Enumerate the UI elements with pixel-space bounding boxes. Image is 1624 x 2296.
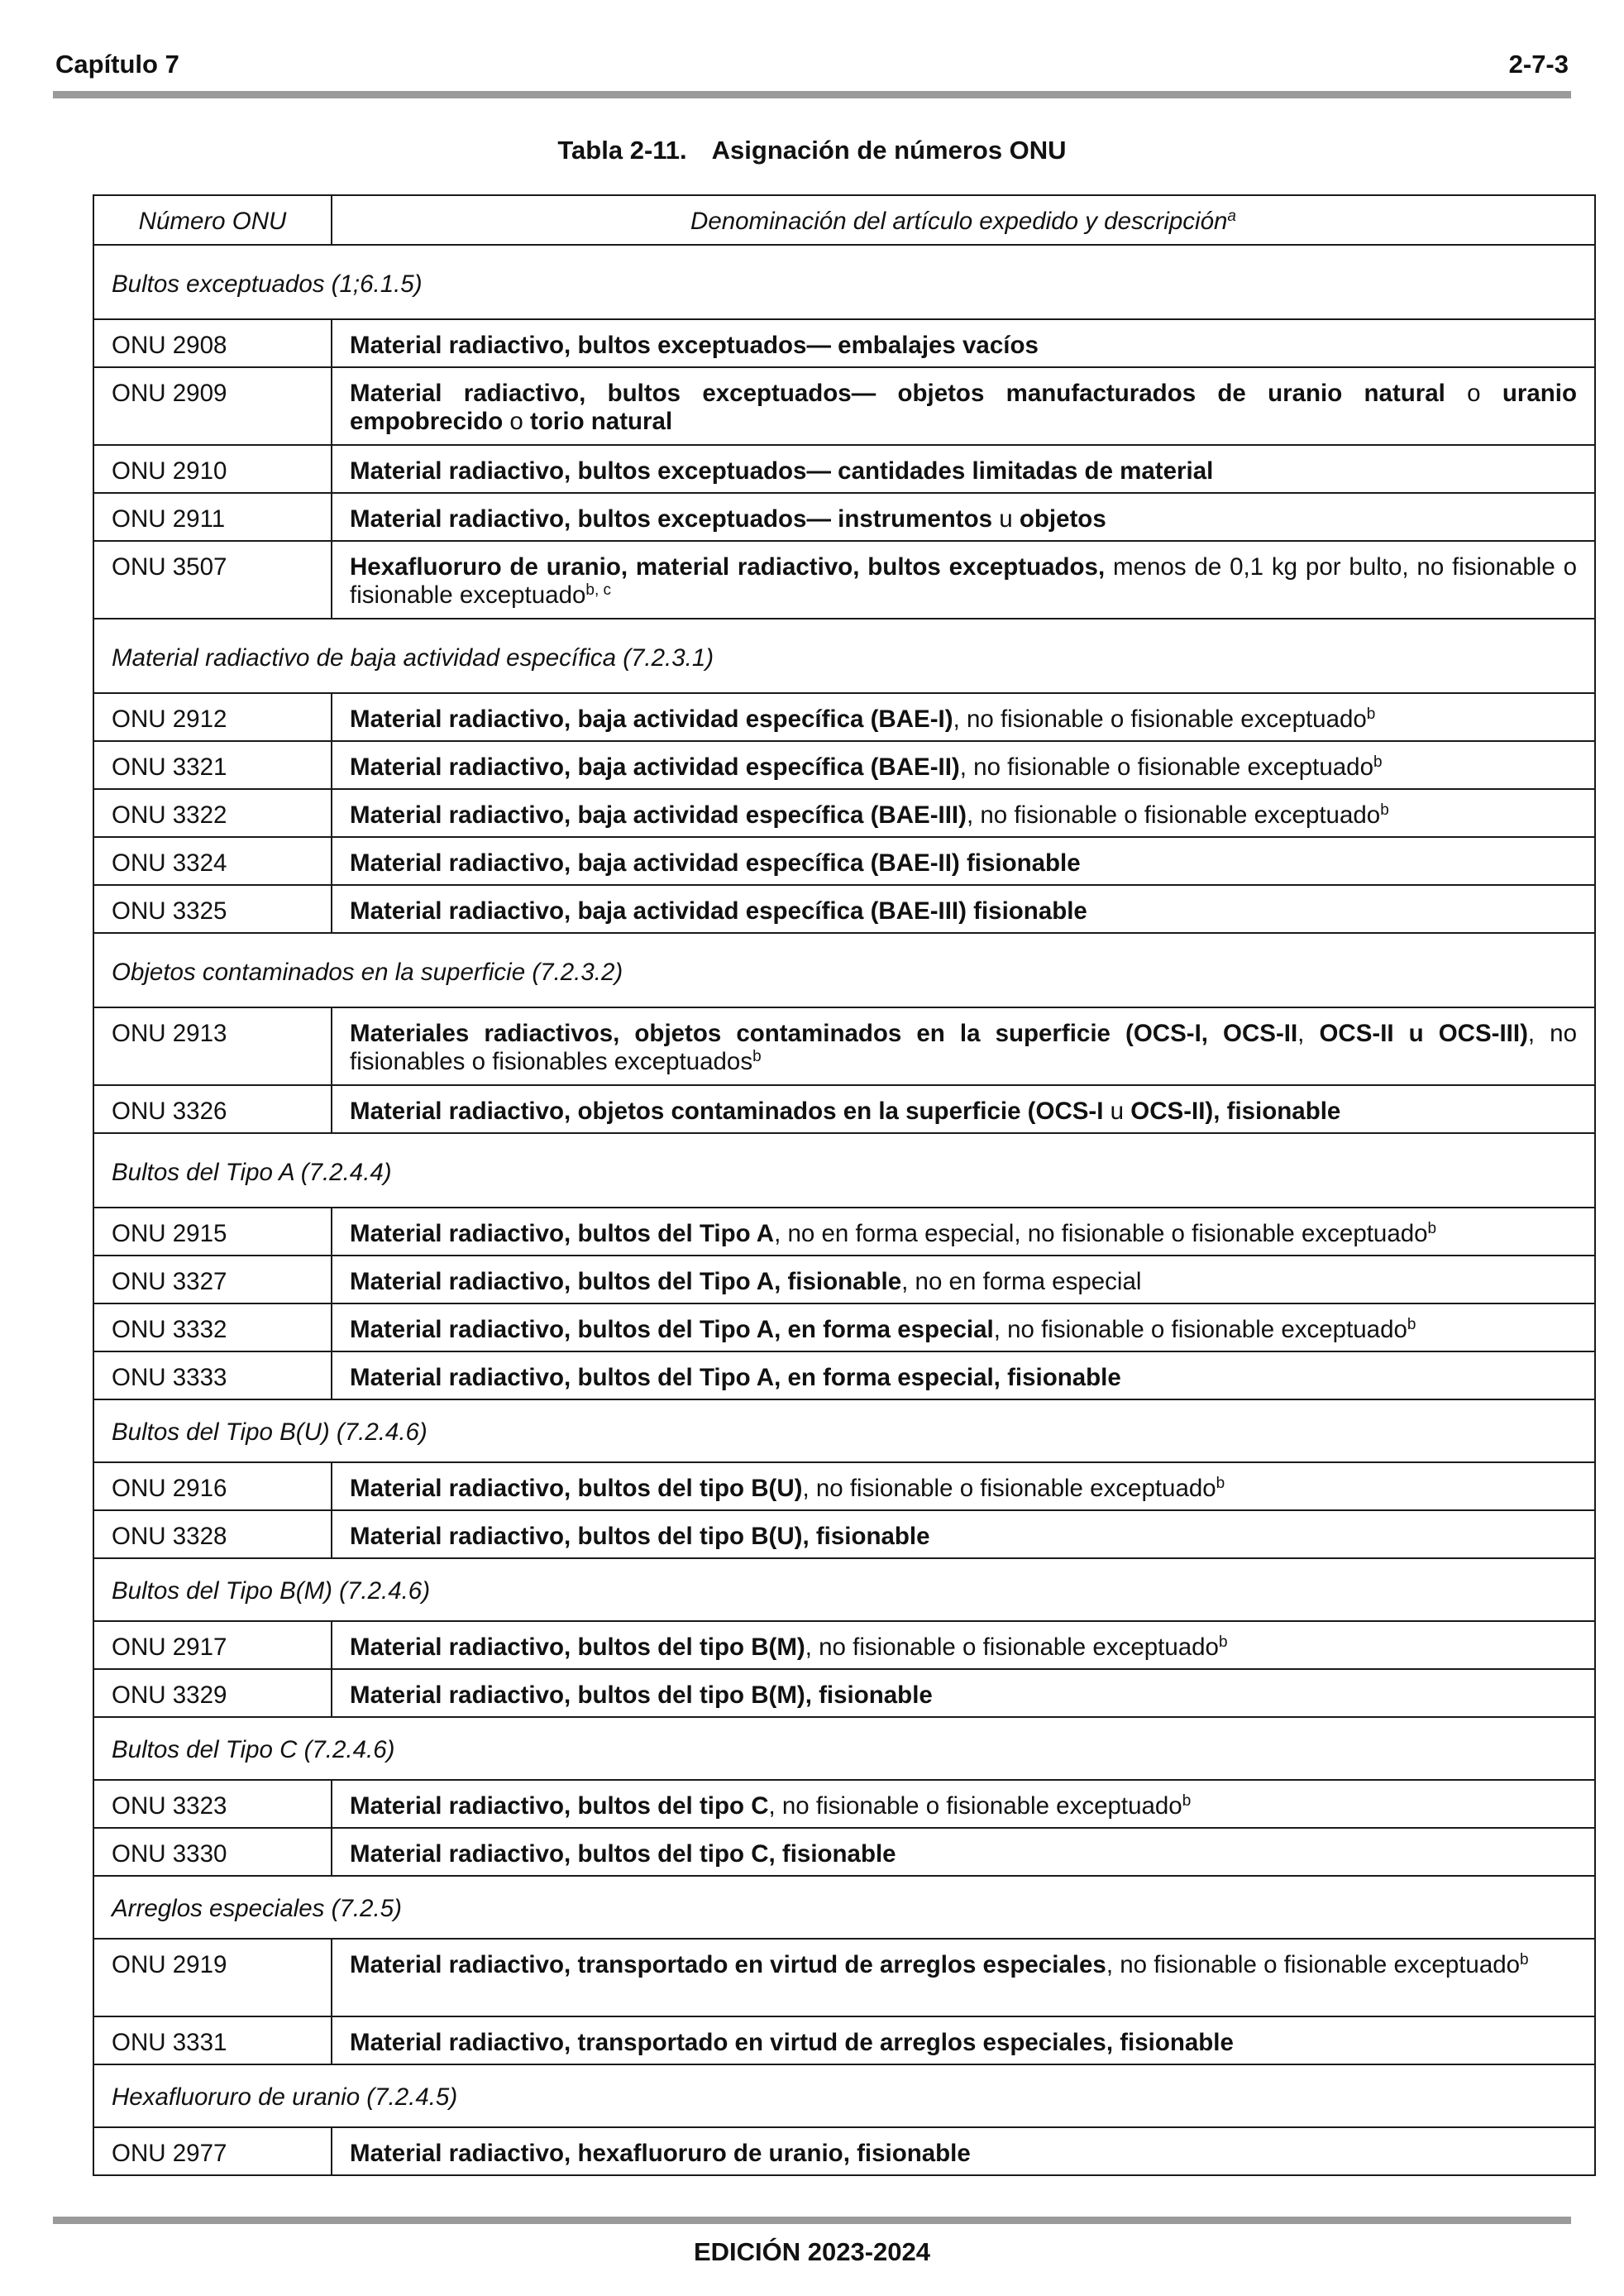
table-row: [94, 1668, 1594, 1716]
description-text: Materiales radiactivos, objetos contaminados en la superficie (OCS-I, OCS-II: [350, 1020, 1298, 1047]
table-row: [94, 740, 1594, 788]
section-row: [94, 1875, 1594, 1938]
description-text: Material radiactivo, baja actividad específica (BAE-II): [350, 753, 960, 781]
un-number-cell: ONU 3332: [94, 1304, 332, 1351]
section-title: Arreglos especiales (7.2.5): [112, 1895, 402, 1922]
table-caption: [0, 136, 1624, 165]
description-text: Hexafluoruro de uranio, material radiactivo, bultos exceptuados,: [350, 553, 1106, 581]
section-row: [94, 2064, 1594, 2126]
description-text: , no fisionable o fisionable exceptuado: [768, 1792, 1182, 1820]
description-text: Material radiactivo, baja actividad específica (BAE-III): [350, 801, 967, 829]
table-row: [94, 884, 1594, 932]
footnote-marker: b: [1373, 753, 1383, 771]
description-text: Material radiactivo, bultos del Tipo A, en forma especial, fisionable: [350, 1364, 1121, 1391]
un-number-cell: ONU 2977: [94, 2128, 332, 2174]
description-cell: [332, 1208, 1594, 1255]
description-text: Material radiactivo, bultos del Tipo A: [350, 1220, 775, 1247]
description-text: Material radiactivo, baja actividad específica (BAE-III) fisionable: [350, 897, 1087, 925]
section-title: Hexafluoruro de uranio (7.2.4.5): [112, 2083, 458, 2111]
description-cell: [332, 2017, 1594, 2064]
description-text: Material radiactivo, bultos exceptuados— objetos manufacturados de uranio natural: [350, 380, 1445, 407]
un-number-cell: ONU 2909: [94, 368, 332, 444]
un-number-cell: ONU 2917: [94, 1622, 332, 1668]
description-text: Material radiactivo, bultos del tipo B(M): [350, 1634, 805, 1661]
description-text: Material radiactivo, baja actividad específica (BAE-I): [350, 706, 953, 733]
un-number-cell: ONU 3322: [94, 790, 332, 836]
description-text: u: [1103, 1098, 1131, 1125]
column-header-description: Denominación del artículo expedido y descripción$^a$: [690, 208, 1236, 235]
column-header-un: Número ONU: [94, 196, 332, 244]
section-title: Bultos del Tipo B(U) (7.2.4.6): [112, 1418, 427, 1446]
description-text: OCS-II u OCS-III): [1319, 1020, 1528, 1047]
description-cell: [332, 320, 1594, 366]
un-number-cell: ONU 3507: [94, 542, 332, 618]
description-text: objetos: [1019, 505, 1106, 533]
description-cell: [332, 1622, 1594, 1668]
header-rule: [53, 91, 1571, 98]
description-text: torio natural: [530, 408, 673, 435]
description-text: menos de 0,1 kg por bulto, no fisionable o fisionable exceptuado: [350, 553, 1577, 609]
un-number-cell: ONU 2908: [94, 320, 332, 366]
description-text: Material radiactivo, transportado en virtud de arreglos especiales: [350, 1951, 1106, 1978]
description-text: Material radiactivo, bultos del tipo C, fisionable: [350, 1840, 896, 1868]
un-number-cell: ONU 2919: [94, 1940, 332, 2016]
description-cell: [332, 2128, 1594, 2174]
description-text: , no fisionable o fisionable exceptuado: [953, 706, 1367, 733]
table-row: [94, 1779, 1594, 1827]
footnote-marker: b: [1366, 706, 1376, 723]
description-cell: [332, 1352, 1594, 1399]
footer-rule: [53, 2217, 1571, 2224]
description-cell: [332, 1829, 1594, 1875]
table-row: [94, 1207, 1594, 1255]
description-cell: [332, 886, 1594, 932]
table-row: [94, 1620, 1594, 1668]
description-text: ,: [1297, 1020, 1320, 1047]
un-number-cell: ONU 3333: [94, 1352, 332, 1399]
description-text: Material radiactivo, bultos del tipo C: [350, 1792, 769, 1820]
description-text: Material radiactivo, bultos del Tipo A, fisionable: [350, 1268, 902, 1295]
un-number-cell: ONU 2910: [94, 446, 332, 492]
footnote-marker: b: [1427, 1220, 1437, 1237]
description-text: , no en forma especial: [901, 1268, 1142, 1295]
table-header-row: [94, 196, 1594, 244]
section-row: [94, 1132, 1594, 1207]
footnote-marker: a: [1227, 208, 1236, 225]
page-header: [55, 50, 1569, 86]
section-row: [94, 618, 1594, 692]
description-text: , no fisionable o fisionable exceptuado: [959, 753, 1373, 781]
un-number-cell: ONU 3327: [94, 1256, 332, 1303]
chapter-label: Capítulo 7: [55, 50, 179, 79]
section-row: [94, 1716, 1594, 1779]
description-text: , no en forma especial, no fisionable o fisionable exceptuado: [774, 1220, 1428, 1247]
un-number-cell: ONU 2911: [94, 494, 332, 540]
description-cell: [332, 1511, 1594, 1557]
description-cell: [332, 1304, 1594, 1351]
description-text: Material radiactivo, bultos del tipo B(U), fisionable: [350, 1523, 930, 1550]
table-row: [94, 1509, 1594, 1557]
description-cell: [332, 790, 1594, 836]
table-row: [94, 540, 1594, 618]
table-row: [94, 366, 1594, 444]
footnote-marker: b: [752, 1048, 762, 1065]
section-title: Bultos del Tipo B(M) (7.2.4.6): [112, 1577, 431, 1605]
description-text: uranio empobrecido: [350, 380, 1577, 435]
footnote-marker: b: [1216, 1475, 1225, 1492]
footnote-marker: b: [1407, 1316, 1416, 1333]
footnote-marker: b, c: [585, 581, 612, 599]
description-text: o: [503, 408, 531, 435]
un-number-cell: ONU 3323: [94, 1781, 332, 1827]
un-number-cell: ONU 2915: [94, 1208, 332, 1255]
description-text: Material radiactivo, bultos del tipo B(M), fisionable: [350, 1681, 933, 1709]
section-title: Bultos del Tipo C (7.2.4.6): [112, 1736, 395, 1763]
table-row: [94, 2126, 1594, 2174]
section-row: [94, 244, 1594, 318]
description-text: , no fisionable o fisionable exceptuado: [993, 1316, 1407, 1343]
description-text: , no fisionable o fisionable exceptuado: [805, 1634, 1219, 1661]
table-row: [94, 318, 1594, 366]
table-row: [94, 692, 1594, 740]
description-text: Material radiactivo, transportado en virtud de arreglos especiales, fisionable: [350, 2029, 1234, 2056]
description-cell: [332, 446, 1594, 492]
edition-footer: EDICIÓN 2023-2024: [693, 2237, 931, 2266]
footnote-marker: b: [1182, 1792, 1192, 1810]
description-cell: [332, 542, 1594, 618]
section-row: [94, 1399, 1594, 1461]
description-text: Material radiactivo, bultos del tipo B(U): [350, 1475, 803, 1502]
un-number-cell: ONU 2916: [94, 1463, 332, 1509]
table-number: Tabla 2-11.: [557, 136, 687, 165]
description-text: Material radiactivo, bultos exceptuados— embalajes vacíos: [350, 332, 1039, 359]
description-cell: [332, 1256, 1594, 1303]
table-row: [94, 492, 1594, 540]
description-text: u: [992, 505, 1020, 533]
description-text: o: [1445, 380, 1502, 407]
description-text: OCS-II), fisionable: [1130, 1098, 1341, 1125]
section-row: [94, 1557, 1594, 1620]
description-text: , no fisionable o fisionable exceptuado: [966, 801, 1381, 829]
un-number-cell: ONU 3330: [94, 1829, 332, 1875]
footnote-marker: b: [1380, 801, 1389, 819]
table-title: Asignación de números ONU: [711, 136, 1067, 165]
page-number: 2-7-3: [1508, 50, 1569, 79]
description-text: Material radiactivo, bultos del Tipo A, en forma especial: [350, 1316, 994, 1343]
description-text: Material radiactivo, objetos contaminados en la superficie (OCS-I: [350, 1098, 1104, 1125]
section-title: Material radiactivo de baja actividad específica (7.2.3.1): [112, 644, 714, 672]
footnote-marker: b: [1218, 1634, 1228, 1651]
table-row: [94, 1938, 1594, 2016]
table-row: [94, 444, 1594, 492]
section-title: Bultos exceptuados (1;6.1.5): [112, 270, 423, 298]
description-cell: [332, 1463, 1594, 1509]
un-number-cell: ONU 3331: [94, 2017, 332, 2064]
table-row: [94, 1461, 1594, 1509]
description-text: , no fisionable o fisionable exceptuado: [802, 1475, 1216, 1502]
footnote-marker: b: [1520, 1951, 1529, 1968]
description-cell: [332, 1008, 1594, 1084]
table-row: [94, 1084, 1594, 1132]
un-number-cell: ONU 3329: [94, 1670, 332, 1716]
table-row: [94, 2016, 1594, 2064]
table-row: [94, 1351, 1594, 1399]
un-number-cell: ONU 3321: [94, 742, 332, 788]
un-number-cell: ONU 3325: [94, 886, 332, 932]
un-number-table: [93, 194, 1596, 2176]
description-text: Material radiactivo, bultos exceptuados— instrumentos: [350, 505, 993, 533]
description-cell: [332, 838, 1594, 884]
section-row: [94, 932, 1594, 1007]
description-text: Material radiactivo, hexafluoruro de uranio, fisionable: [350, 2140, 971, 2167]
description-text: Material radiactivo, bultos exceptuados— cantidades limitadas de material: [350, 457, 1214, 485]
un-number-cell: ONU 2913: [94, 1008, 332, 1084]
table-row: [94, 1007, 1594, 1084]
description-cell: [332, 694, 1594, 740]
un-number-cell: ONU 3326: [94, 1086, 332, 1132]
description-cell: [332, 1670, 1594, 1716]
un-number-cell: ONU 3328: [94, 1511, 332, 1557]
description-cell: [332, 742, 1594, 788]
table-row: [94, 1827, 1594, 1875]
description-cell: [332, 494, 1594, 540]
description-text: , no fisionables o fisionables exceptuados: [350, 1020, 1577, 1075]
un-number-cell: ONU 2912: [94, 694, 332, 740]
description-cell: [332, 1781, 1594, 1827]
section-title: Bultos del Tipo A (7.2.4.4): [112, 1159, 392, 1186]
description-cell: [332, 1940, 1594, 2016]
table-row: [94, 1303, 1594, 1351]
table-row: [94, 836, 1594, 884]
description-cell: [332, 1086, 1594, 1132]
table-row: [94, 788, 1594, 836]
description-text: Material radiactivo, baja actividad específica (BAE-II) fisionable: [350, 849, 1081, 877]
table-row: [94, 1255, 1594, 1303]
description-cell: [332, 368, 1594, 444]
section-title: Objetos contaminados en la superficie (7.2.3.2): [112, 959, 623, 986]
un-number-cell: ONU 3324: [94, 838, 332, 884]
description-text: , no fisionable o fisionable exceptuado: [1106, 1951, 1521, 1978]
